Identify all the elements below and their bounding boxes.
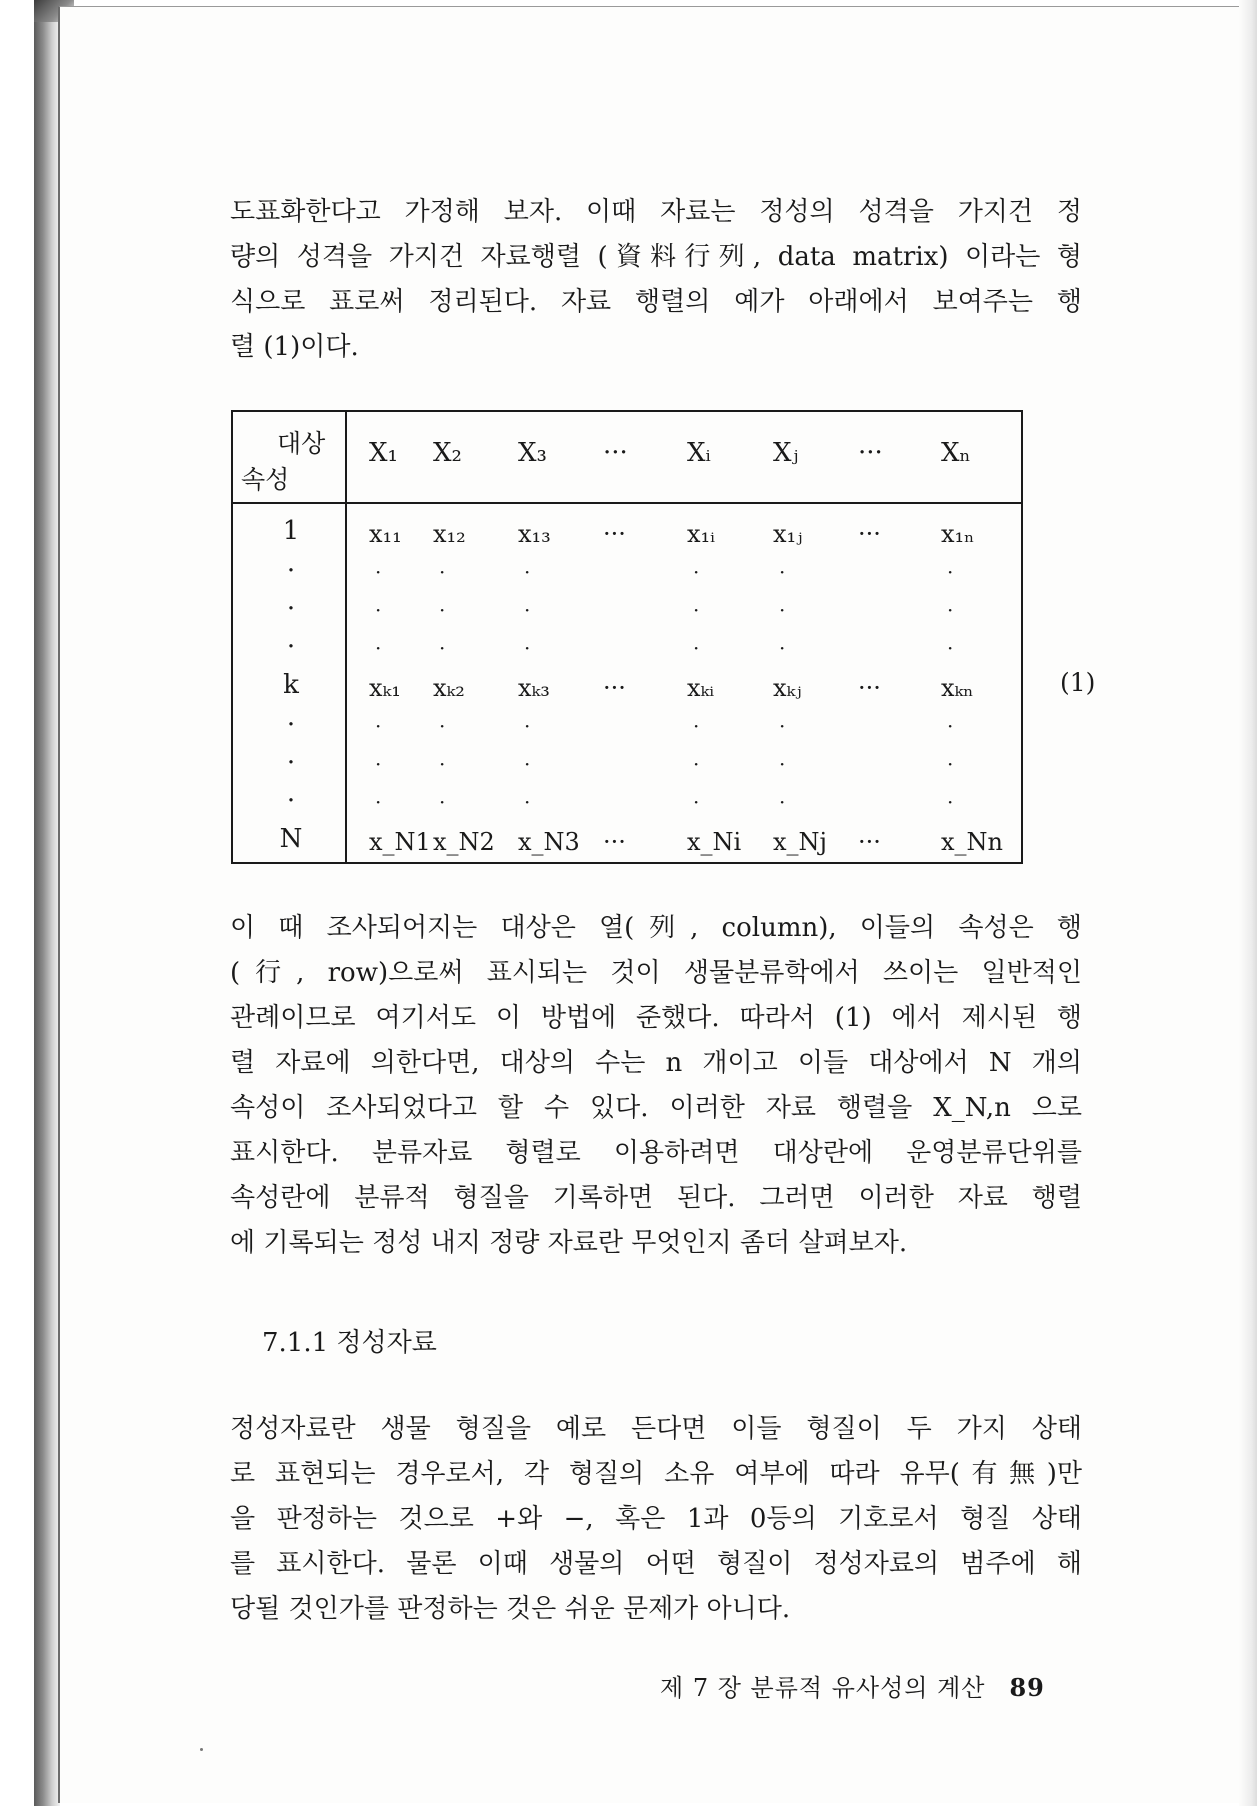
- row-label: ·: [286, 594, 296, 624]
- matrix-cell: ·: [439, 636, 446, 660]
- column-header: Xᵢ: [687, 438, 711, 468]
- text-line: 를 표시한다. 물론 이때 생물의 어떤 형질이 정성자료의 범주에 해: [230, 1549, 1082, 1579]
- matrix-cell: ·: [779, 714, 786, 738]
- matrix-cell: ·: [524, 790, 531, 814]
- matrix-cell: x_Nn: [941, 828, 1003, 856]
- matrix-cell: ·: [524, 598, 531, 622]
- matrix-cell: ···: [858, 828, 881, 856]
- matrix-cell: x₁₂: [433, 520, 466, 548]
- matrix-cell: ·: [693, 636, 700, 660]
- text-line: 식으로 표로써 정리된다. 자료 행렬의 예가 아래에서 보여주는 행: [230, 287, 1082, 317]
- matrix-cell: ·: [439, 560, 446, 584]
- column-header: X₁: [369, 438, 398, 468]
- matrix-cell: ···: [603, 674, 626, 702]
- text-line: 로 표현되는 경우로서, 각 형질의 소유 여부에 따라 유무(有無)만: [230, 1459, 1082, 1489]
- matrix-cell: ·: [524, 560, 531, 584]
- matrix-cell: ·: [947, 598, 954, 622]
- row-label: 1: [282, 516, 300, 546]
- text-line: 속성이 조사되었다고 할 수 있다. 이러한 자료 행렬을 X_N,n 으로: [230, 1093, 1082, 1123]
- matrix-cell: ·: [439, 752, 446, 776]
- matrix-cell: ···: [603, 520, 626, 548]
- matrix-cell: ·: [693, 790, 700, 814]
- row-label: ·: [286, 632, 296, 662]
- matrix-cell: ·: [779, 598, 786, 622]
- matrix-cell: ·: [947, 790, 954, 814]
- matrix-cell: ···: [858, 520, 881, 548]
- intro-paragraph: [230, 190, 1082, 370]
- matrix-cell: ·: [779, 752, 786, 776]
- matrix-cell: ·: [693, 752, 700, 776]
- matrix-cell: xₖⱼ: [773, 674, 802, 702]
- matrix-cell: x_Nj: [773, 828, 827, 856]
- equation-number: (1): [1060, 668, 1096, 697]
- page-right-edge: [1239, 0, 1257, 1806]
- text-line: 속성란에 분류적 형질을 기록하면 된다. 그러면 이러한 자료 행렬: [230, 1183, 1082, 1213]
- matrix-cell: ·: [524, 636, 531, 660]
- text-line: 정성자료란 생물 형질을 예로 든다면 이들 형질이 두 가지 상태: [230, 1414, 1082, 1444]
- row-label: k: [283, 670, 299, 700]
- matrix-cell: ·: [375, 560, 382, 584]
- data-matrix-table: [231, 410, 1023, 864]
- row-label: ·: [286, 710, 296, 740]
- row-label: ·: [286, 748, 296, 778]
- matrix-vertical-rule: [345, 412, 347, 862]
- qualitative-data-paragraph: [230, 1407, 1082, 1632]
- corner-label-attributes: 속성: [241, 465, 290, 494]
- matrix-cell: x₁₁: [369, 520, 402, 548]
- matrix-cell: x₁₃: [518, 520, 551, 548]
- matrix-cell: xₖ₁: [369, 674, 401, 702]
- matrix-cell: x₁ₙ: [941, 520, 975, 548]
- matrix-cell: ···: [603, 828, 626, 856]
- matrix-cell: x_N3: [518, 828, 580, 856]
- row-label: N: [279, 824, 303, 854]
- matrix-cell: xₖᵢ: [687, 674, 715, 702]
- text-line: 을 판정하는 것으로 +와 −, 혹은 1과 0등의 기호로서 형질 상태: [230, 1504, 1082, 1534]
- matrix-cell: ·: [524, 752, 531, 776]
- column-header: ···: [858, 438, 883, 468]
- matrix-cell: ·: [947, 560, 954, 584]
- text-line: (行, row)으로써 표시되는 것이 생물분류학에서 쓰이는 일반적인: [230, 958, 1082, 988]
- text-line: 렬 (1)이다.: [230, 332, 359, 362]
- matrix-cell: ·: [779, 560, 786, 584]
- explanation-paragraph: [230, 906, 1082, 1266]
- row-label: ·: [286, 786, 296, 816]
- matrix-cell: ·: [693, 714, 700, 738]
- matrix-horizontal-rule: [233, 502, 1021, 504]
- matrix-cell: ···: [858, 674, 881, 702]
- matrix-cell: ·: [947, 752, 954, 776]
- column-header: X₂: [433, 438, 462, 468]
- text-line: 표시한다. 분류자료 형렬로 이용하려면 대상란에 운영분류단위를: [230, 1138, 1082, 1168]
- matrix-cell: x_N1: [369, 828, 431, 856]
- matrix-cell: ·: [779, 790, 786, 814]
- row-label: ·: [286, 556, 296, 586]
- matrix-cell: ·: [947, 714, 954, 738]
- matrix-cell: xₖ₃: [518, 674, 550, 702]
- text-line: 렬 자료에 의한다면, 대상의 수는 n 개이고 이들 대상에서 N 개의: [230, 1048, 1082, 1078]
- page-number: 89: [1009, 1673, 1045, 1702]
- matrix-cell: ·: [524, 714, 531, 738]
- matrix-cell: ·: [375, 636, 382, 660]
- matrix-cell: ·: [693, 560, 700, 584]
- column-header: Xₙ: [941, 438, 971, 468]
- matrix-cell: ·: [439, 790, 446, 814]
- matrix-cell: ·: [779, 636, 786, 660]
- text-line: 도표화한다고 가정해 보자. 이때 자료는 정성의 성격을 가지건 정: [230, 197, 1082, 227]
- page-footer: [660, 1668, 1045, 1703]
- matrix-cell: x₁ᵢ: [687, 520, 715, 548]
- matrix-cell: xₖ₂: [433, 674, 465, 702]
- column-header: ···: [603, 438, 628, 468]
- matrix-cell: x_Ni: [687, 828, 742, 856]
- matrix-cell: ·: [375, 790, 382, 814]
- matrix-cell: ·: [693, 598, 700, 622]
- matrix-cell: xₖₙ: [941, 674, 974, 702]
- corner-label-objects: 대상: [277, 429, 326, 458]
- matrix-cell: x₁ⱼ: [773, 520, 803, 548]
- print-speck: [200, 1748, 203, 1751]
- chapter-title: 제 7 장 분류적 유사성의 계산: [660, 1674, 986, 1702]
- matrix-cell: ·: [375, 598, 382, 622]
- text-line: 당될 것인가를 판정하는 것은 쉬운 문제가 아니다.: [230, 1594, 791, 1624]
- text-line: 이 때 조사되어지는 대상은 열(列, column), 이들의 속성은 행: [230, 913, 1082, 943]
- text-line: 량의 성격을 가지건 자료행렬 (資料行列, data matrix) 이라는 형: [230, 242, 1082, 272]
- matrix-cell: ·: [375, 714, 382, 738]
- matrix-cell: ·: [375, 752, 382, 776]
- matrix-cell: x_N2: [433, 828, 495, 856]
- section-heading: 7.1.1 정성자료: [262, 1328, 437, 1358]
- column-header: X₃: [518, 438, 547, 468]
- text-line: 에 기록되는 정성 내지 정량 자료란 무엇인지 좀더 살펴보자.: [230, 1228, 908, 1258]
- matrix-cell: ·: [439, 598, 446, 622]
- text-line: 관례이므로 여기서도 이 방법에 준했다. 따라서 (1) 에서 제시된 행: [230, 1003, 1082, 1033]
- matrix-cell: ·: [947, 636, 954, 660]
- column-header: Xⱼ: [773, 438, 799, 468]
- book-spine-shadow: [34, 0, 60, 1806]
- matrix-cell: ·: [439, 714, 446, 738]
